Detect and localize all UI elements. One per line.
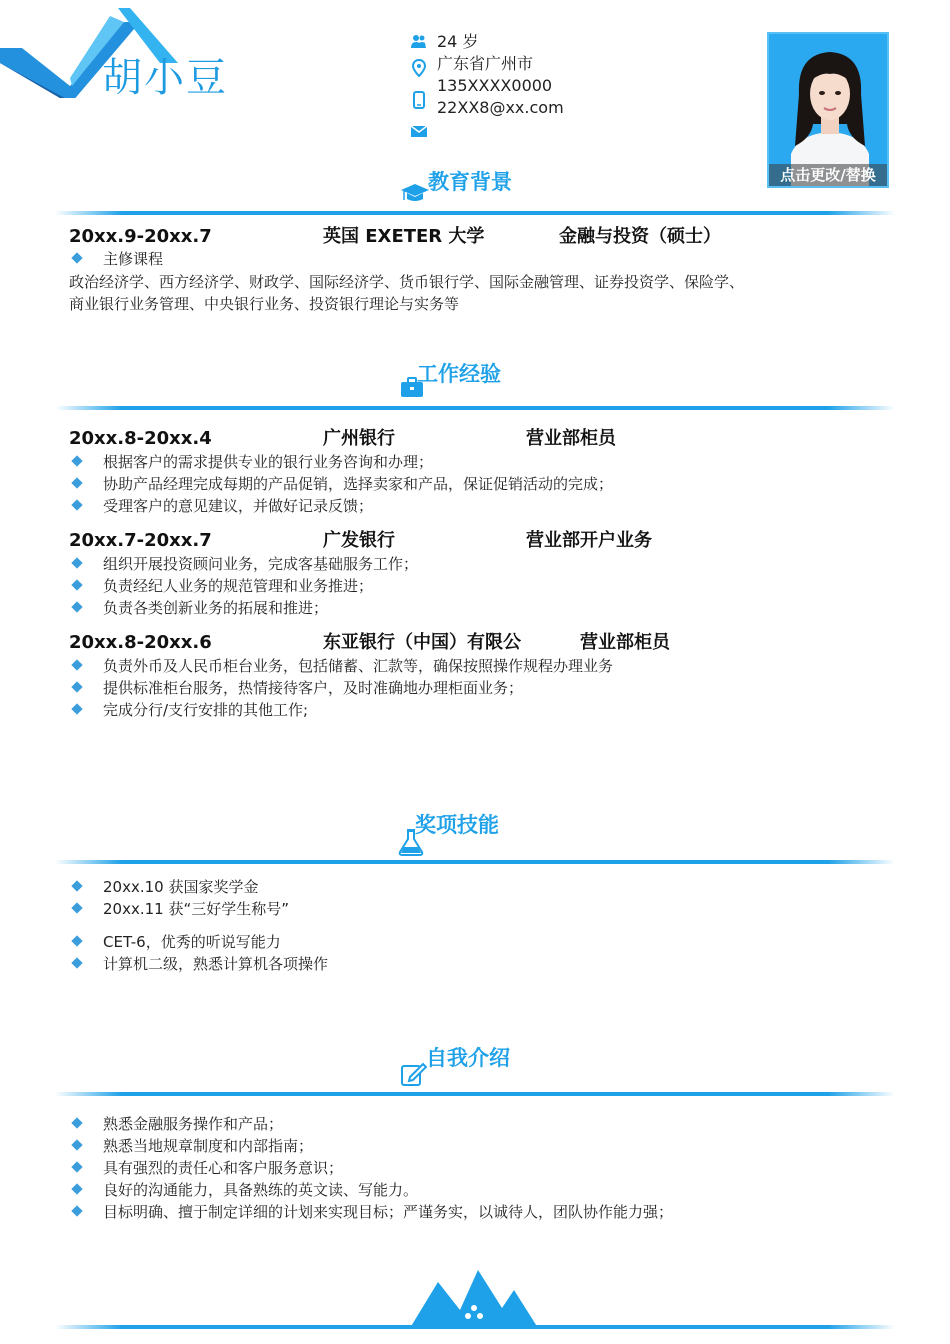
- intro-divider: [55, 1092, 895, 1096]
- bullet-icon: [70, 1117, 84, 1131]
- bullet-icon: [70, 477, 84, 491]
- job-duty: 负责经纪人业务的规范管理和业务推进；: [103, 577, 374, 595]
- award-item: 20xx.11 获“三好学生称号”: [103, 900, 290, 918]
- job-company: 广州银行: [323, 428, 395, 449]
- work-section-title: 工作经验: [417, 362, 501, 386]
- job-duty: 提供标准柜台服务，热情接待客户，及时准确地办理柜面业务；: [103, 679, 524, 697]
- education-divider: [55, 211, 895, 215]
- bullet-icon: [70, 499, 84, 513]
- work-divider: [55, 406, 895, 410]
- bullet-icon: [70, 957, 84, 971]
- job-position: 营业部开户业务: [526, 530, 652, 551]
- intro-section-title: 自我介绍: [426, 1046, 510, 1070]
- courses-line-2: 商业银行业务管理、中央银行业务、投资银行理论与实务等: [69, 295, 460, 313]
- skill-item: 计算机二级，熟悉计算机各项操作: [103, 955, 329, 973]
- awards-section-title: 奖项技能: [415, 813, 499, 837]
- bullet-icon: [70, 1139, 84, 1153]
- person-icon: [410, 31, 428, 53]
- profile-photo[interactable]: [767, 32, 889, 188]
- candidate-name: 胡小豆: [102, 55, 228, 101]
- job-period: 20xx.8-20xx.6: [69, 632, 212, 653]
- education-school: 英国 EXETER 大学: [323, 226, 485, 247]
- job-duty: 协助产品经理完成每期的产品促销，选择卖家和产品，保证促销活动的完成；: [103, 475, 614, 493]
- bullet-icon: [70, 579, 84, 593]
- job-duty: 负责各类创新业务的拓展和推进；: [103, 599, 329, 617]
- edit-icon: [401, 1061, 427, 1087]
- bullet-icon: [70, 1161, 84, 1175]
- bullet-icon: [70, 455, 84, 469]
- job-period: 20xx.7-20xx.7: [69, 530, 212, 551]
- job-duty: 组织开展投资顾问业务，完成客基础服务工作；: [103, 555, 419, 573]
- job-company: 东亚银行（中国）有限公: [323, 632, 521, 653]
- bullet-icon: [70, 902, 84, 916]
- intro-item: 良好的沟通能力，具备熟练的英文读、写能力。: [103, 1181, 419, 1199]
- job-position: 营业部柜员: [580, 632, 670, 653]
- job-period: 20xx.8-20xx.4: [69, 428, 212, 449]
- footer-mountain-decoration: [410, 1270, 538, 1330]
- bullet-icon: [70, 557, 84, 571]
- job-duty: 负责外币及人民币柜台业务，包括储蓄、汇款等，确保按照操作规程办理业务: [103, 657, 614, 675]
- intro-item: 目标明确、擅于制定详细的计划来实现目标；严谨务实，以诚待人，团队协作能力强；: [103, 1203, 674, 1221]
- job-duty: 根据客户的需求提供专业的银行业务咨询和办理；: [103, 453, 434, 471]
- footer-divider: [55, 1325, 895, 1329]
- courses-line-1: 政治经济学、西方经济学、财政学、国际经济学、货币银行学、国际金融管理、证券投资学、保险学、: [69, 273, 745, 291]
- award-item: 20xx.10 获国家奖学金: [103, 878, 259, 896]
- bullet-icon: [70, 703, 84, 717]
- skill-item: CET-6，优秀的听说写能力: [103, 933, 281, 951]
- job-duty: 受理客户的意见建议，并做好记录反馈；: [103, 497, 374, 515]
- phone-icon: [410, 89, 428, 111]
- job-position: 营业部柜员: [526, 428, 616, 449]
- bullet-icon: [70, 880, 84, 894]
- graduation-cap-icon: [401, 182, 429, 204]
- email-icon: [410, 120, 428, 142]
- bullet-icon: [70, 659, 84, 673]
- intro-item: 具有强烈的责任心和客户服务意识；: [103, 1159, 344, 1177]
- photo-caption[interactable]: 点击更改/替换: [769, 164, 887, 186]
- email-text: 22XX8@xx.com: [437, 98, 564, 117]
- bullet-icon: [70, 935, 84, 949]
- bullet-icon: [70, 1205, 84, 1219]
- job-company: 广发银行: [323, 530, 395, 551]
- bullet-icon: [70, 252, 84, 266]
- intro-item: 熟悉当地规章制度和内部指南；: [103, 1137, 314, 1155]
- location-text: 广东省广州市: [437, 54, 534, 73]
- awards-divider: [55, 860, 895, 864]
- bullet-icon: [70, 681, 84, 695]
- phone-text: 135XXXX0000: [437, 76, 553, 95]
- location-icon: [410, 57, 428, 79]
- education-major: 金融与投资（硕士）: [559, 226, 721, 247]
- education-period: 20xx.9-20xx.7: [69, 226, 212, 247]
- intro-item: 熟悉金融服务操作和产品；: [103, 1115, 284, 1133]
- job-duty: 完成分行/支行安排的其他工作;: [103, 701, 309, 719]
- education-section-title: 教育背景: [428, 170, 512, 194]
- courses-label: 主修课程: [103, 250, 164, 268]
- bullet-icon: [70, 1183, 84, 1197]
- age-text: 24 岁: [437, 32, 479, 51]
- bullet-icon: [70, 601, 84, 615]
